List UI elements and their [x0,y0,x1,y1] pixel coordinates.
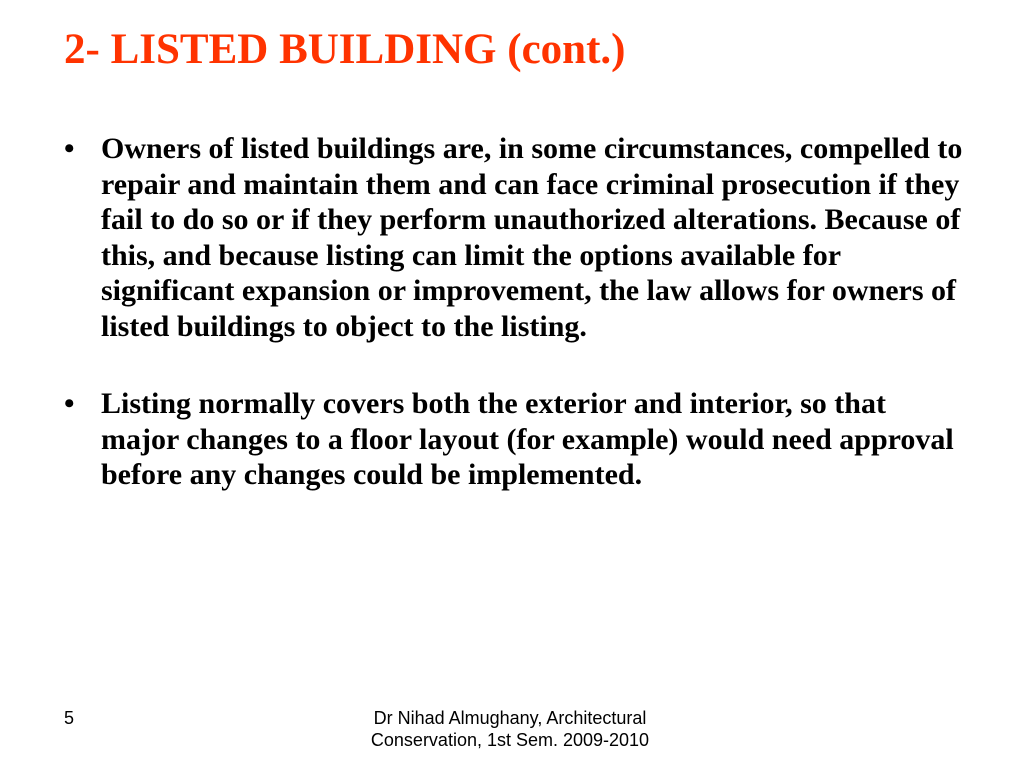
slide-number: 5 [64,708,75,728]
bullet-list [64,131,964,493]
bullet-marker: • [64,132,75,165]
footer-credit: Dr Nihad Almughany, Architectural Conservation, 1st Sem. 2009-2010 [370,708,650,750]
bullet-item [64,131,964,344]
bullet-marker: • [64,387,75,420]
slide-title: 2- LISTED BUILDING (cont.) [64,26,626,73]
bullet-text: Owners of listed buildings are, in some circumstances, compelled to repair and maintain them and can face criminal prosecution if they fail to do so or if they perform unauthorized alterations. Because of this, and because listing can limit the options available for significant expansion or improvement, the law allows for owners of listed buildings to object to the listing. [101,132,963,343]
bullet-text: Listing normally covers both the exterior and interior, so that major changes to a floor layout (for example) would need approval before any changes could be implemented. [101,387,954,491]
bullet-item [64,386,964,493]
